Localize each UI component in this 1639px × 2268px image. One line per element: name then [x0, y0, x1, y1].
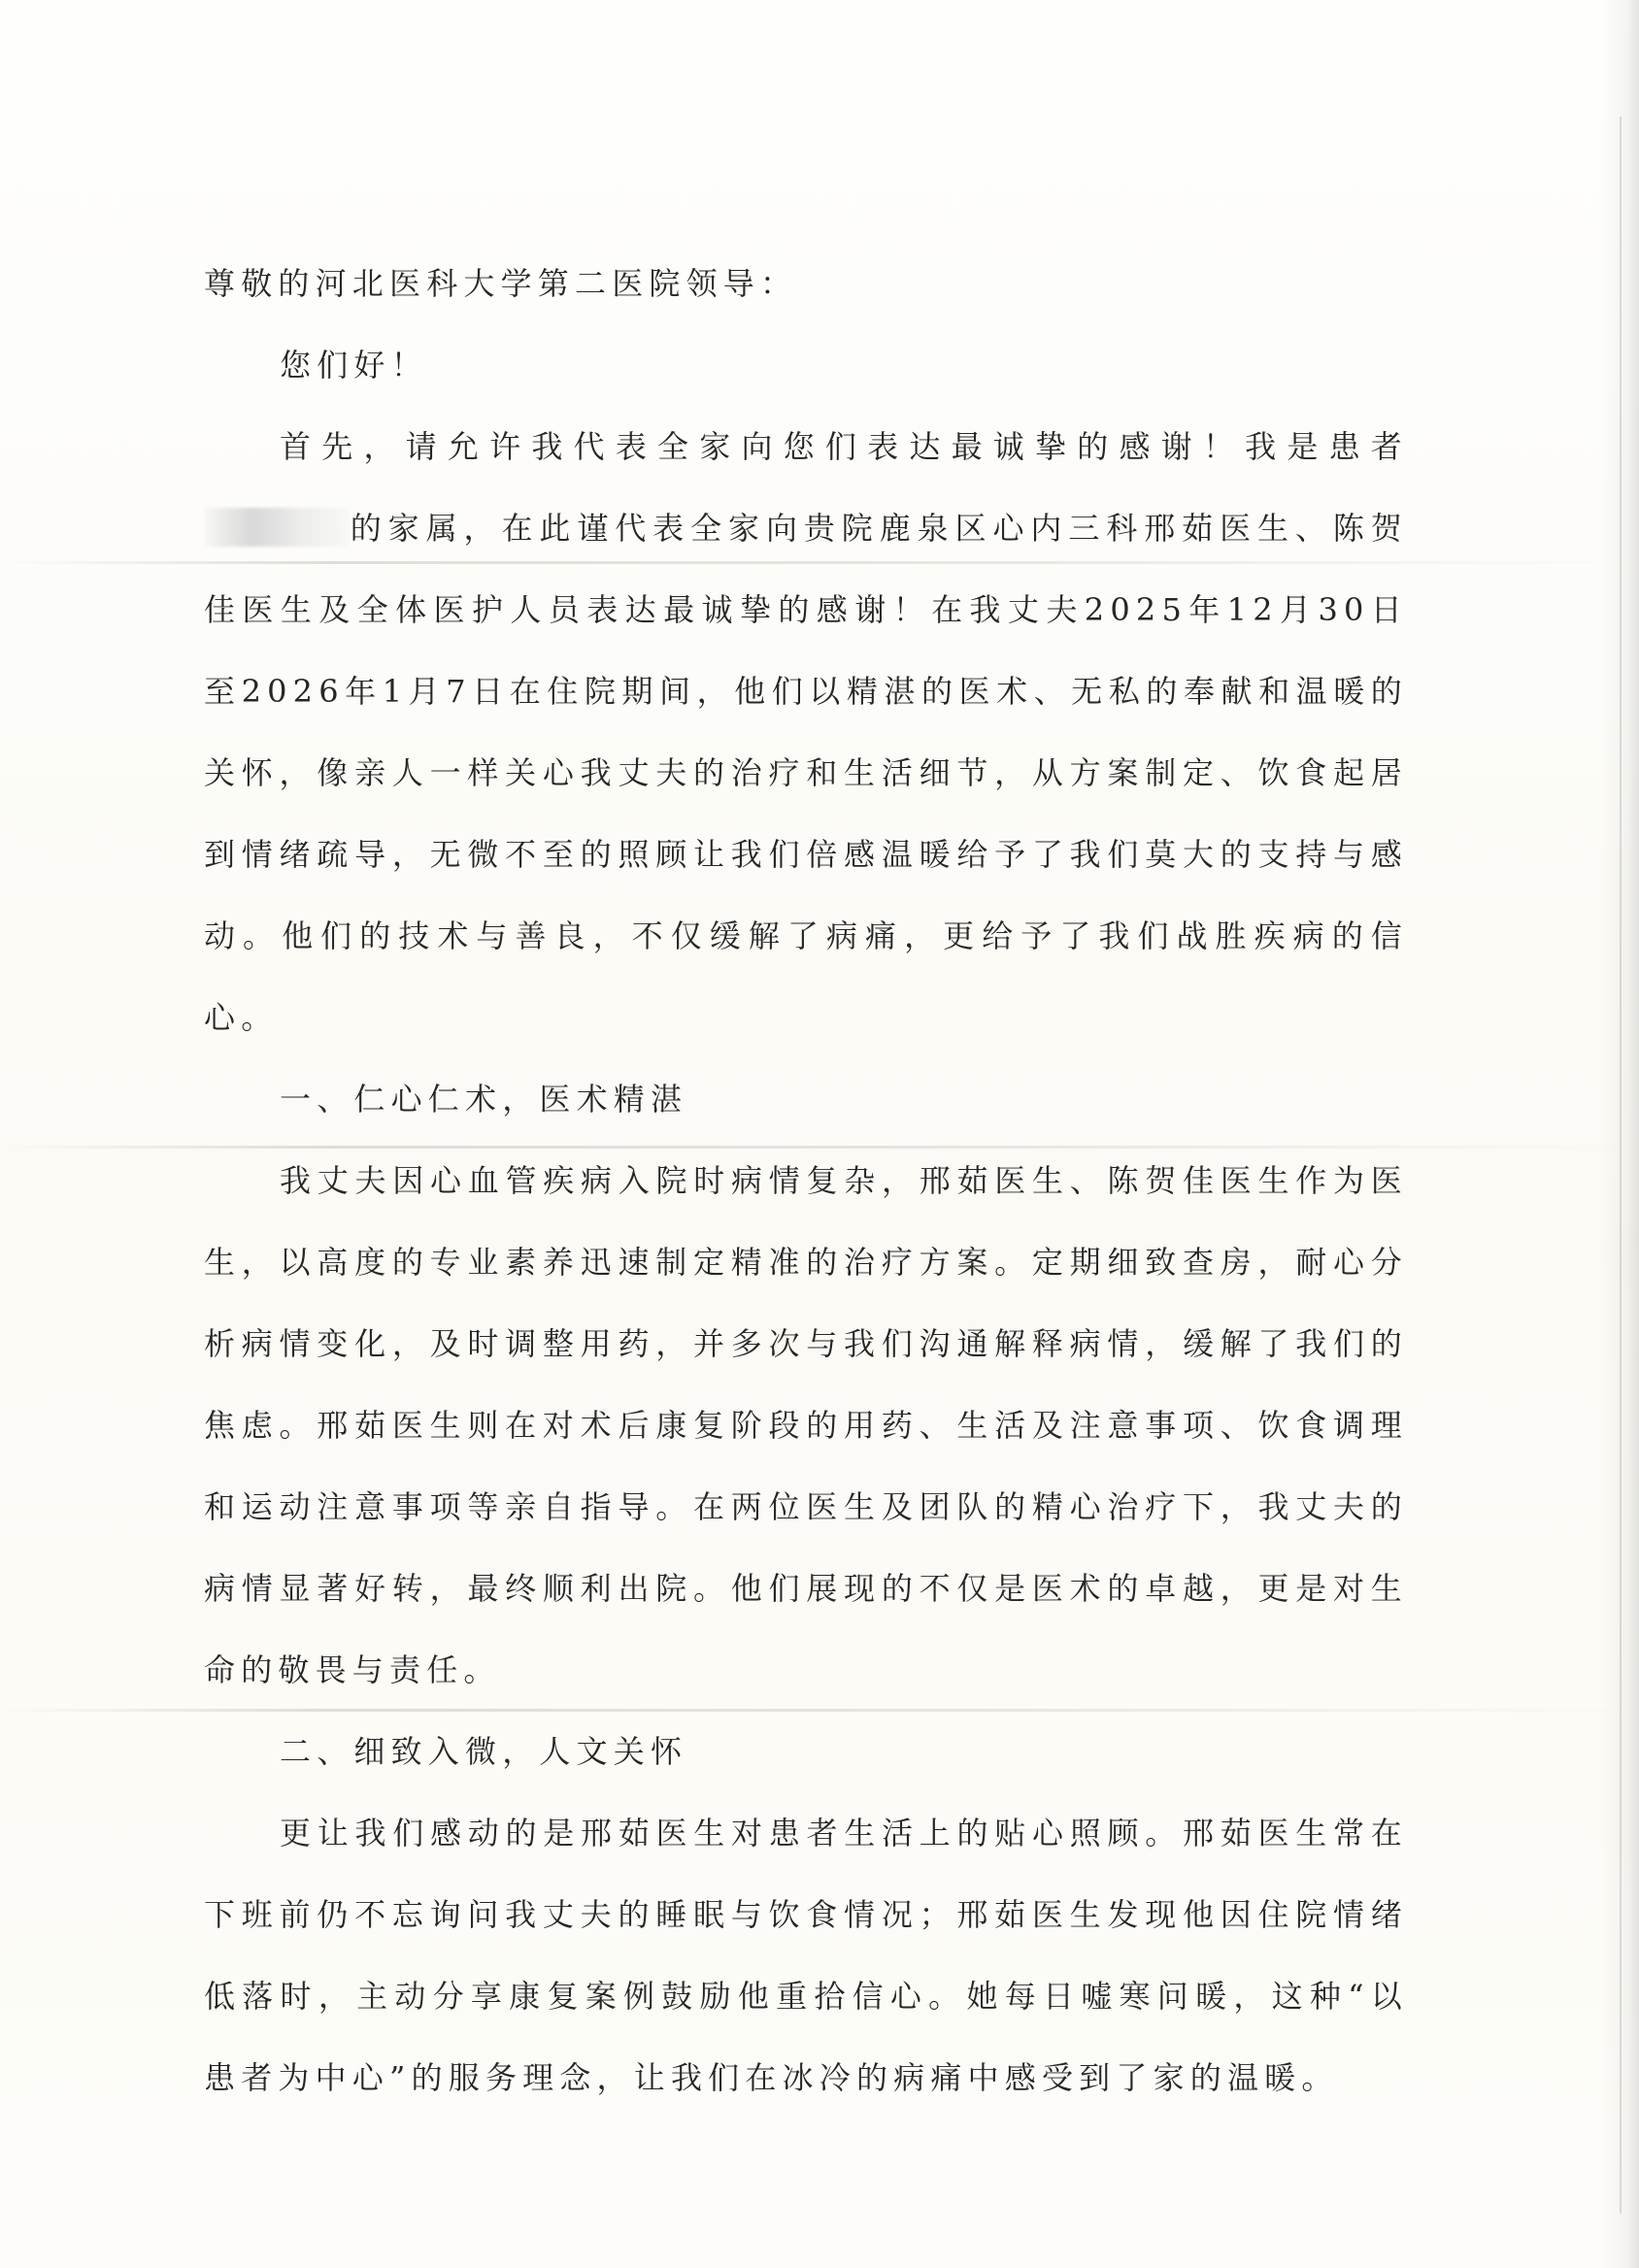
letter-body: [204, 243, 1408, 2118]
greeting: 您们好！: [280, 347, 428, 384]
intro-paragraph: [204, 406, 1408, 1058]
section-1-heading: 一、仁心仁术，医术精湛: [280, 1081, 688, 1117]
section-2-paragraph: 更让我们感动的是邢茹医生对患者生活上的贴心照顾。邢茹医生常在下班前仍不忘询问我丈夫的睡眠与饮食情况；邢茹医生发现他因住院情绪低落时，主动分享康复案例鼓励他重拾信心。她每日嘘寒问暖，这种“以患者为中心”的服务理念，让我们在冰冷的病痛中感受到了家的温暖。: [204, 1815, 1408, 2096]
section-2-heading: 二、细致入微，人文关怀: [280, 1733, 688, 1770]
redacted-patient-name: [204, 508, 350, 547]
intro-text-before-redaction: 首先，请允许我代表全家向您们表达最诚挚的感谢！我是患者: [280, 428, 1408, 465]
intro-text-after-redaction: 的家属，在此谨代表全家向贵院鹿泉区心内三科邢茹医生、陈贺佳医生及全体医护人员表达最诚挚的感谢！在我丈夫2025年12月30日至2026年1月7日在住院期间，他们以精湛的医术、无私的奉献和温暖的关怀，像亲人一样关心我丈夫的治疗和生活细节，从方案制定、饮食起居到情绪疏导，无微不至的照顾让我们倍感温暖给予了我们莫大的支持与感动。他们的技术与善良，不仅缓解了病痛，更给予了我们战胜疾病的信心。: [204, 510, 1408, 1036]
salutation: 尊敬的河北医科大学第二医院领导：: [204, 265, 798, 302]
section-1-paragraph: 我丈夫因心血管疾病入院时病情复杂，邢茹医生、陈贺佳医生作为医生，以高度的专业素养迅速制定精准的治疗方案。定期细致查房，耐心分析病情变化，及时调整用药，并多次与我们沟通解释病情，缓解了我们的焦虑。邢茹医生则在对术后康复阶段的用药、生活及注意事项、饮食调理和运动注意事项等亲自指导。在两位医生及团队的精心治疗下，我丈夫的病情显著好转，最终顺利出院。他们展现的不仅是医术的卓越，更是对生命的敬畏与责任。: [204, 1162, 1408, 1688]
scan-edge-line: [1620, 117, 1622, 2214]
